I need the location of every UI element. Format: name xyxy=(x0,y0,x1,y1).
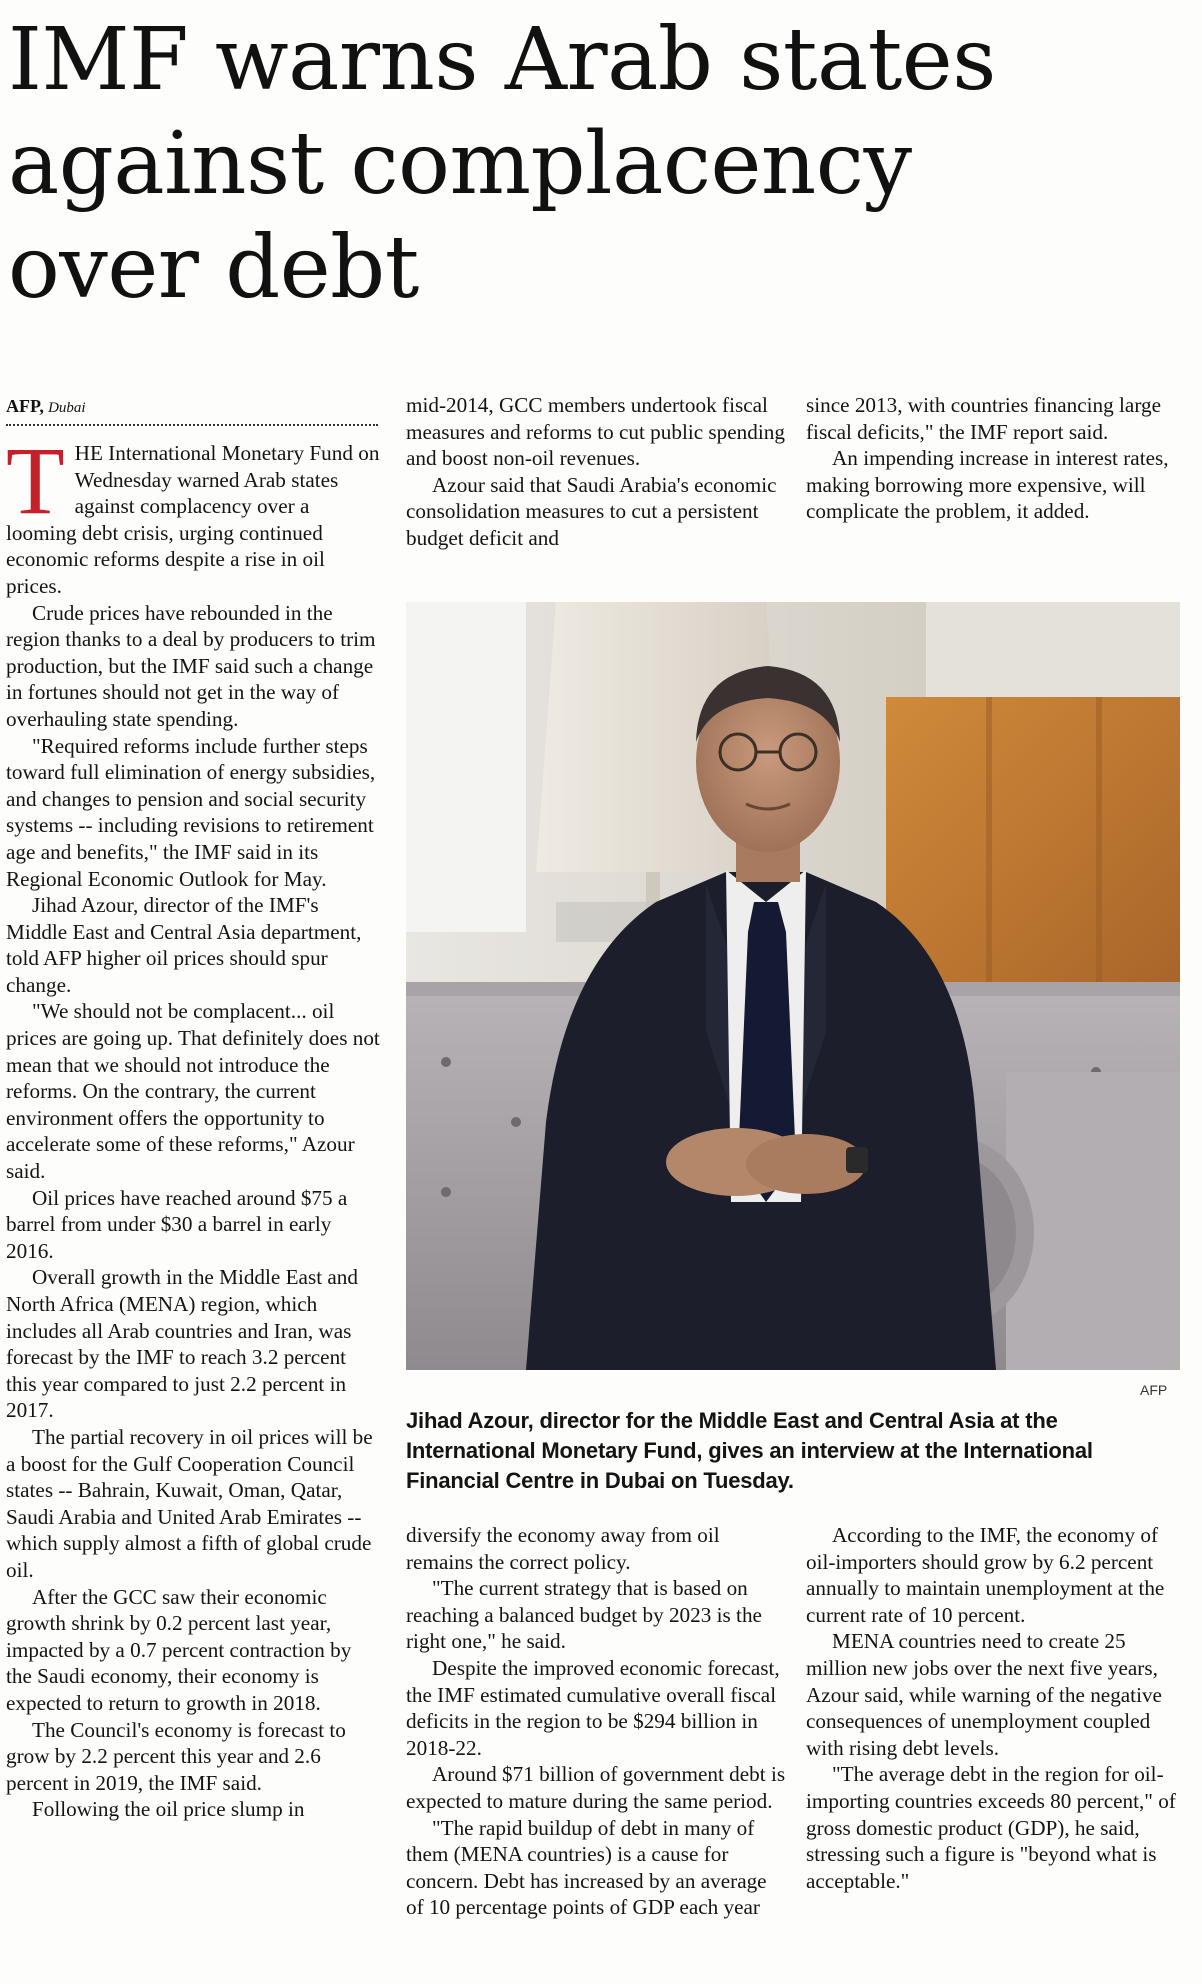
headline-line-1: IMF warns Arab states xyxy=(8,10,996,110)
article-paragraph: Following the oil price slump in xyxy=(32,1797,305,1822)
article-column-3-top xyxy=(806,392,1188,525)
article-paragraph: Crude prices have rebounded in the region thanks to a deal by producers to trim production, but the IMF said such a change in fortunes should not get in the way of overhauling state spending. xyxy=(6,600,376,731)
photo-credit: AFP xyxy=(1140,1382,1168,1398)
article-column-1 xyxy=(6,427,380,1823)
photo-caption: Jihad Azour, director for the Middle East and Central Asia at the International Monetary Fund, gives an interview at the International Financial Centre in Dubai on Tuesday. xyxy=(406,1408,1093,1493)
article-paragraph: "The average debt in the region for oil-importing countries exceeds 80 percent," of gross domestic product (GDP), he said, stressing such a figure is "beyond what is acceptable." xyxy=(806,1762,1176,1893)
article-column-2-top xyxy=(406,392,788,552)
article-paragraph: MENA countries need to create 25 million new jobs over the next five years, Azour said, while warning of the negative consequences of unemployment coupled with rising debt levels. xyxy=(806,1629,1162,1760)
article-paragraph: Azour said that Saudi Arabia's economic consolidation measures to cut a persistent budget deficit and xyxy=(406,472,777,550)
article-paragraph: Overall growth in the Middle East and North Africa (MENA) region, which includes all Arab countries and Iran, was forecast by the IMF to reach 3.2 percent this year compared to just 2.2 percent in 2017. xyxy=(6,1265,358,1423)
byline-agency: AFP, xyxy=(6,396,44,416)
article-paragraph: According to the IMF, the economy of oil-importers should grow by 6.2 percent annually to maintain unemployment at the current rate of 10 percent. xyxy=(806,1523,1165,1627)
article-paragraph: Jihad Azour, director of the IMF's Middle East and Central Asia department, told AFP higher oil prices should spur change. xyxy=(6,893,362,997)
article-paragraph: "The rapid buildup of debt in many of them (MENA countries) is a cause for concern. Debt has increased by an average of 10 percentage points of GDP each year xyxy=(406,1815,767,1920)
article-column-3-bottom xyxy=(806,1522,1188,1894)
article-paragraph: Oil prices have reached around $75 a barrel from under $30 a barrel in early 2016. xyxy=(6,1185,348,1263)
article-paragraph: After the GCC saw their economic growth shrink by 0.2 percent last year, impacted by a 0.7 percent contraction by the Saudi economy, their economy is expected to return to growth in 2018. xyxy=(6,1584,352,1715)
article-photo xyxy=(406,602,1180,1370)
article-paragraph: "The current strategy that is based on reaching a balanced budget by 2023 is the right one," he said. xyxy=(406,1576,762,1654)
article-paragraph: "We should not be complacent... oil prices are going up. That definitely does not mean that we should not introduce the reforms. On the contrary, the current environment offers the opportunity to accelerate some of these reforms," Azour said. xyxy=(6,999,380,1184)
article-column-2-bottom xyxy=(406,1522,788,1921)
headline-line-2: against complacency xyxy=(8,114,912,214)
lead-paragraph xyxy=(6,427,380,600)
byline-place: Dubai xyxy=(48,400,86,416)
article-paragraph: "Required reforms include further steps toward full elimination of energy subsidies, and changes to pension and social security systems -- including revisions to retirement age and benefits," the IMF said in its Regional Economic Outlook for May. xyxy=(6,733,376,891)
article-paragraph: The partial recovery in oil prices will be a boost for the Gulf Cooperation Council states -- Bahrain, Kuwait, Oman, Qatar, Saudi Arabia and United Arab Emirates -- which supply almost a fifth of global crude oil. xyxy=(6,1424,373,1582)
portrait-illustration xyxy=(406,602,1180,1370)
article-paragraph: Despite the improved economic forecast, the IMF estimated cumulative overall fiscal deficits in the region to be $294 billion in 2018-22. xyxy=(406,1655,780,1760)
drop-cap: T xyxy=(6,427,65,534)
article-paragraph: An impending increase in interest rates, making borrowing more expensive, will complicate the problem, it added. xyxy=(806,446,1169,524)
article-continuation: mid-2014, GCC members undertook fiscal measures and reforms to cut public spending and boost non-oil revenues. xyxy=(406,393,785,471)
lead-text: HE International Monetary Fund on Wednesday warned Arab states against complacency over a looming debt crisis, urging continued economic reforms despite a rise in oil prices. xyxy=(6,441,380,598)
article-continuation: diversify the economy away from oil remains the correct policy. xyxy=(406,1523,720,1574)
article-paragraph: Around $71 billion of government debt is expected to mature during the same period. xyxy=(406,1762,786,1813)
byline xyxy=(6,396,378,426)
headline xyxy=(8,8,1158,320)
article-continuation: since 2013, with countries financing large fiscal deficits," the IMF report said. xyxy=(806,393,1161,444)
article-paragraph: The Council's economy is forecast to grow by 2.2 percent this year and 2.6 percent in 2019, the IMF said. xyxy=(6,1717,346,1795)
headline-line-3: over debt xyxy=(8,218,419,318)
